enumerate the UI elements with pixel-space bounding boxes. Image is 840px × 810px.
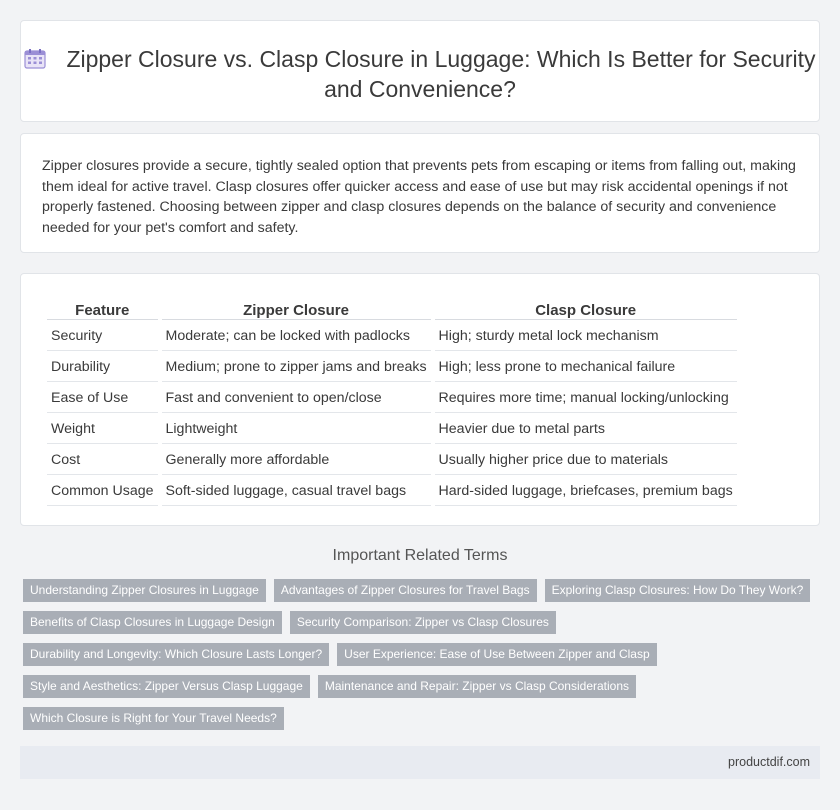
cell-zipper: Generally more affordable (162, 446, 431, 475)
table-row (47, 384, 737, 413)
related-term-tag[interactable]: Benefits of Clasp Closures in Luggage Design (23, 611, 282, 634)
table-row (47, 353, 737, 382)
related-term-tag[interactable]: Security Comparison: Zipper vs Clasp Closures (290, 611, 556, 634)
table-row (47, 477, 737, 506)
related-term-tag[interactable]: Exploring Clasp Closures: How Do They Work? (545, 579, 811, 602)
page-title (21, 44, 819, 104)
related-term-tag[interactable]: Understanding Zipper Closures in Luggage (23, 579, 266, 602)
page-title-text: Zipper Closure vs. Clasp Closure in Luggage: Which Is Better for Security and Convenience? (66, 46, 816, 102)
intro-card (20, 133, 820, 253)
header-feature: Feature (47, 296, 158, 320)
calendar-icon (24, 49, 46, 69)
cell-feature: Ease of Use (47, 384, 158, 413)
related-term-tag[interactable]: Which Closure is Right for Your Travel Needs? (23, 707, 284, 730)
cell-zipper: Soft-sided luggage, casual travel bags (162, 477, 431, 506)
cell-zipper: Lightweight (162, 415, 431, 444)
table-header-row (47, 296, 737, 320)
intro-paragraph: Zipper closures provide a secure, tightly sealed option that prevents pets from escaping or items from falling out, making them ideal for active travel. Clasp closures offer quicker access and ease of use but may risk accidental openings if not properly fastened. Choosing between zipper and clasp closures depends on the balance of security and convenience needed for your pet's comfort and safety. (42, 158, 796, 236)
cell-clasp: High; sturdy metal lock mechanism (435, 322, 737, 351)
comparison-card (20, 273, 820, 526)
related-terms-heading: Important Related Terms (332, 547, 508, 564)
comparison-table (43, 294, 741, 508)
table-row (47, 415, 737, 444)
table-row (47, 446, 737, 475)
cell-feature: Weight (47, 415, 158, 444)
related-term-tag[interactable]: Style and Aesthetics: Zipper Versus Clasp Luggage (23, 675, 310, 698)
cell-clasp: Heavier due to metal parts (435, 415, 737, 444)
related-term-tag[interactable]: Advantages of Zipper Closures for Travel Bags (274, 579, 537, 602)
cell-clasp: High; less prone to mechanical failure (435, 353, 737, 382)
cell-feature: Security (47, 322, 158, 351)
cell-zipper: Fast and convenient to open/close (162, 384, 431, 413)
footer-site-link[interactable]: productdif.com (728, 755, 810, 769)
cell-clasp: Hard-sided luggage, briefcases, premium bags (435, 477, 737, 506)
header-clasp: Clasp Closure (435, 296, 737, 320)
related-term-tag[interactable]: Maintenance and Repair: Zipper vs Clasp Considerations (318, 675, 636, 698)
cell-clasp: Usually higher price due to materials (435, 446, 737, 475)
related-term-tag[interactable]: User Experience: Ease of Use Between Zipper and Clasp (337, 643, 657, 666)
cell-zipper: Moderate; can be locked with padlocks (162, 322, 431, 351)
cell-feature: Common Usage (47, 477, 158, 506)
cell-zipper: Medium; prone to zipper jams and breaks (162, 353, 431, 382)
cell-feature: Cost (47, 446, 158, 475)
header-zipper: Zipper Closure (162, 296, 431, 320)
header-card (20, 20, 820, 122)
related-term-tag[interactable]: Durability and Longevity: Which Closure Lasts Longer? (23, 643, 329, 666)
table-row (47, 322, 737, 351)
related-terms-list (23, 579, 823, 739)
cell-feature: Durability (47, 353, 158, 382)
cell-clasp: Requires more time; manual locking/unlocking (435, 384, 737, 413)
footer (20, 746, 820, 779)
